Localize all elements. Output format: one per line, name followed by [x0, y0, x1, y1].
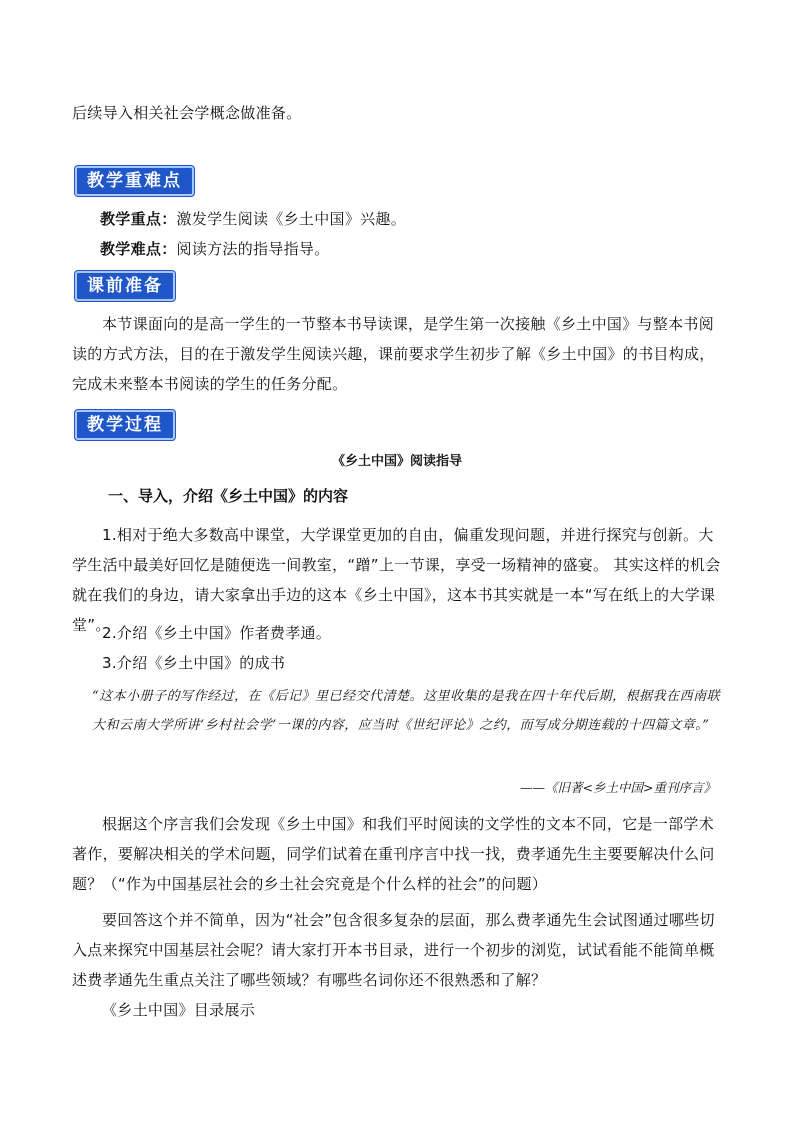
- difficulty-line: [100, 234, 750, 264]
- quote-source: ——《旧著<乡土中国>重刊序言》: [520, 780, 716, 795]
- section-badge-key-points: 教学重难点: [75, 166, 194, 196]
- focus-label: 教学重点：: [100, 210, 177, 228]
- difficulty-text: 阅读方法的指导指导。: [176, 240, 330, 258]
- item-1-text: 1.相对于绝大多数高中课堂，大学课堂更加的自由，偏重发现问题，并进行探究与创新。大学生活中最美好回忆是随便选一间教室，“蹭”上一节课，享受一场精神的盛宴。 其实这样的机会就在我们的身边，请大家拿出手边的这本《乡土中国》，这本书其实就是一本“写在纸上的大学课堂”。: [72, 526, 721, 634]
- heading-intro: 一、导入，介绍《乡土中国》的内容: [108, 487, 349, 505]
- item-2-text: 2.介绍《乡土中国》作者费孝通。: [102, 624, 332, 642]
- paragraph-1: 根据这个序言我们会发现《乡土中国》和我们平时阅读的文学性的文本不同，它是一部学术著作，要解决相关的学术问题，同学们试着在重刊序言中找一找，费孝通先生主要要解决什么问题？（“作为中国基层社会的乡土社会究竟是个什么样的社会”的问题）: [72, 815, 715, 893]
- paragraph-2: 要回答这个并不简单，因为“社会”包含很多复杂的层面，那么费孝通先生会试图通过哪些切入点来探究中国基层社会呢？请大家打开本书目录，进行一个初步的浏览，试试看能不能简单概述费孝通先生重点关注了哪些领域？有哪些名词你还不很熟悉和了解？: [72, 911, 715, 989]
- paragraph-3: 《乡土中国》目录展示: [102, 1001, 256, 1019]
- focus-line: [100, 204, 750, 234]
- preface-quote: “这本小册子的写作经过，在《后记》里已经交代清楚。这里收集的是我在四十年代后期，根据我在西南联大和云南大学所讲‘乡村社会学’一课的内容，应当时《世纪评论》之约，而写成分期连载的十四篇文章。”: [92, 689, 721, 733]
- focus-text: 激发学生阅读《乡土中国》兴趣。: [176, 210, 407, 228]
- section-badge-preparation: 课前准备: [75, 271, 175, 301]
- section-badge-process: 教学过程: [75, 410, 175, 440]
- lesson-title: 《乡土中国》阅读指导: [331, 454, 462, 469]
- preparation-text: 本节课面向的是高一学生的一节整本书导读课，是学生第一次接触《乡土中国》与整本书阅读的方式方法，目的在于激发学生阅读兴趣，课前要求学生初步了解《乡土中国》的书目构成，完成未来整本书阅读的学生的任务分配。: [72, 315, 715, 393]
- intro-tail-text: 后续导入相关社会学概念做准备。: [72, 104, 302, 122]
- item-3-text: 3.介绍《乡土中国》的成书: [102, 654, 286, 672]
- difficulty-label: 教学难点：: [100, 240, 177, 258]
